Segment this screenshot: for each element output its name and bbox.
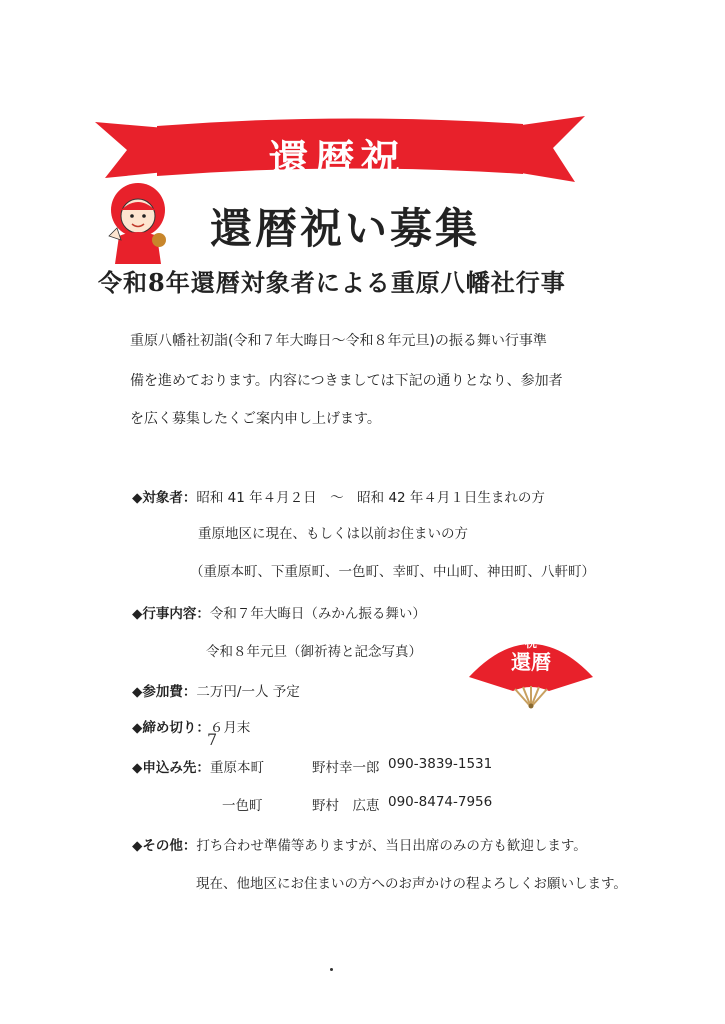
apply-phone-2: 090-8474-7956	[388, 794, 493, 810]
deadline-row	[132, 716, 250, 736]
apply-name-1: 野村幸一郎	[312, 760, 380, 776]
deadline-value: ６月末	[209, 720, 251, 736]
page-title: 還暦祝い募集	[210, 204, 481, 253]
apply-label: ◆申込み先：	[132, 760, 210, 776]
event-row	[132, 602, 426, 622]
other-value-1: 打ち合わせ準備等ありますが、当日出席のみの方も歓迎します。	[196, 838, 587, 854]
target-districts: （重原本町、下重原町、一色町、幸町、中山町、神田町、八軒町）	[190, 564, 595, 580]
apply-name-2: 野村 広恵	[312, 798, 380, 814]
apply-phone-1: 090-3839-1531	[388, 756, 493, 772]
fan-top-text: 祝	[524, 636, 538, 650]
other-label: ◆その他：	[132, 838, 197, 854]
fee-value: 二万円/一人 予定	[196, 684, 300, 700]
deadline-label: ◆締め切り：	[132, 720, 210, 736]
target-label: ◆対象者：	[132, 490, 197, 506]
mascot-illustration	[103, 180, 173, 264]
apply-row	[132, 756, 210, 776]
page-speck	[330, 968, 333, 971]
event-label: ◆行事内容：	[132, 606, 210, 622]
other-value-2: 現在、他地区にお住まいの方へのお声かけの程よろしくお願いします。	[196, 876, 627, 892]
intro-line-3: を広く募集したくご案内申し上げます。	[130, 411, 381, 427]
event-value-1: 令和７年大晦日（みかん振る舞い）	[209, 606, 426, 622]
target-row	[132, 486, 545, 506]
other-row	[132, 834, 587, 854]
deadline-handwritten-correction: 7	[207, 730, 218, 749]
page-subtitle: 令和8年還暦対象者による重原八幡社行事	[98, 268, 566, 297]
fan-illustration	[467, 625, 595, 709]
target-value: 昭和 41 年４月２日 ～ 昭和 42 年４月１日生まれの方	[196, 490, 545, 506]
apply-area-1: 重原本町	[210, 760, 264, 776]
apply-area-2: 一色町	[222, 798, 263, 814]
banner-title: 還暦祝	[268, 136, 407, 183]
fan-main-text: 還暦	[511, 650, 551, 674]
intro-line-2: 備を進めております。内容につきましては下記の通りとなり、参加者	[130, 373, 563, 389]
fee-row	[132, 680, 300, 700]
target-residence: 重原地区に現在、もしくは以前お住まいの方	[198, 526, 468, 542]
intro-line-1: 重原八幡社初詣(令和７年大晦日～令和８年元旦)の振る舞い行事準	[130, 333, 547, 349]
fee-label: ◆参加費：	[132, 684, 197, 700]
event-value-2: 令和８年元旦（御祈祷と記念写真）	[206, 644, 422, 660]
